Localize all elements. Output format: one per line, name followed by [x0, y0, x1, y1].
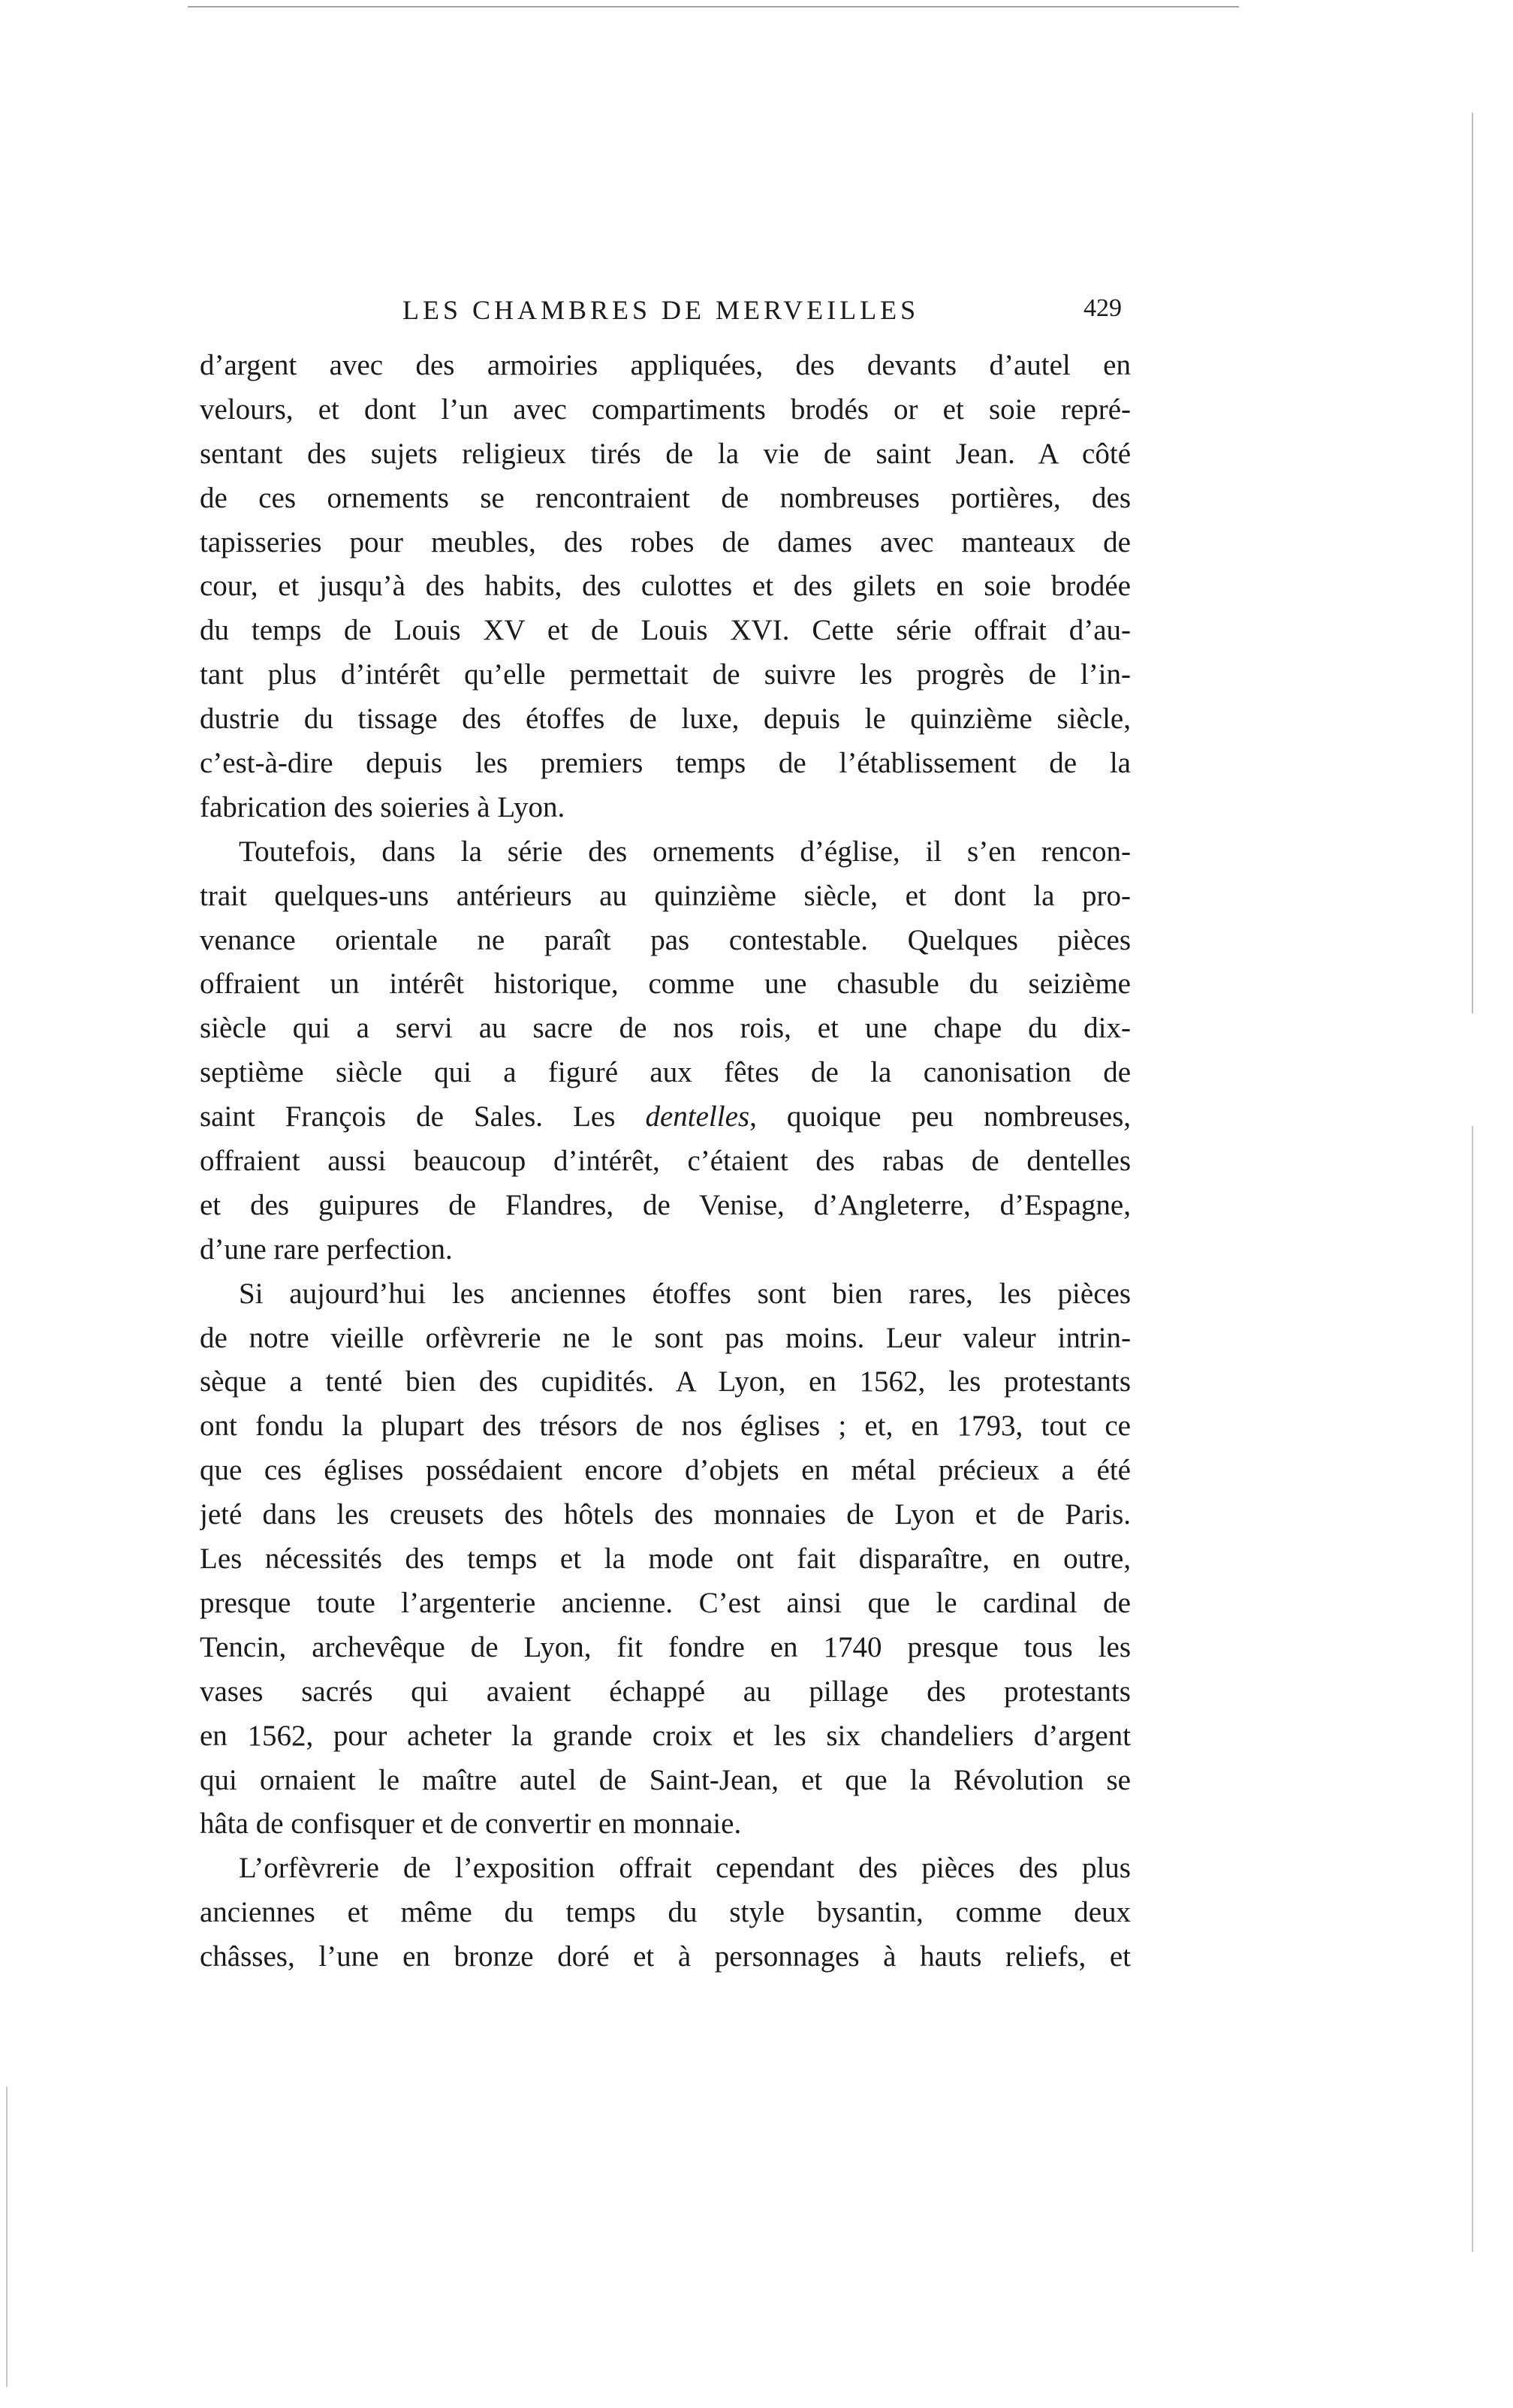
text-line: trait quelques-uns antérieurs au quinzième siècle, et dont la pro-	[200, 879, 1131, 912]
text-line: tapisseries pour meubles, des robes de dames avec manteaux de	[200, 525, 1131, 558]
text-segment: saint François de Sales. Les	[200, 1100, 616, 1133]
text-line: et des guipures de Flandres, de Venise, d’Angleterre, d’Espagne,	[200, 1188, 1131, 1221]
text-line: cour, et jusqu’à des habits, des culottes et des gilets en soie brodée	[200, 570, 1131, 603]
text-line: fabrication des soieries à Lyon.	[200, 790, 565, 823]
text-line: Toutefois, dans la série des ornements d’église, il s’en rencon-	[239, 835, 1131, 868]
text-line: d’argent avec des armoiries appliquées, des devants d’autel en	[200, 349, 1131, 381]
text-line: c’est-à-dire depuis les premiers temps de l’établissement de la	[200, 747, 1131, 780]
paragraph	[200, 1272, 1131, 1847]
paragraph	[200, 344, 1131, 830]
text-line: offraient un intérêt historique, comme une chasuble du seizième	[200, 968, 1131, 1001]
text-line: que ces églises possédaient encore d’objets en métal précieux a été	[200, 1454, 1131, 1487]
text-line: sèque a tenté bien des cupidités. A Lyon, en 1562, les protestants	[200, 1365, 1131, 1398]
italic-term: dentelles	[645, 1100, 750, 1133]
text-line: sentant des sujets religieux tirés de la vie de saint Jean. A côté	[200, 437, 1131, 470]
text-line: châsses, l’une en bronze doré et à personnages à hauts reliefs, et	[200, 1940, 1131, 1973]
running-head-title: LES CHAMBRES DE MERVEILLES	[402, 295, 920, 325]
paragraph	[200, 1847, 1131, 1979]
text-line: septième siècle qui a figuré aux fêtes de la canonisation de	[200, 1056, 1131, 1089]
text-line: anciennes et même du temps du style bysantin, comme deux	[200, 1896, 1131, 1929]
text-line: hâta de confisquer et de convertir en monnaie.	[200, 1808, 742, 1841]
text-line: tant plus d’intérêt qu’elle permettait de suivre les progrès de l’in-	[200, 658, 1131, 691]
text-line: d’une rare perfection.	[200, 1233, 453, 1266]
text-line: dustrie du tissage des étoffes de luxe, depuis le quinzième siècle,	[200, 703, 1131, 736]
text-line: en 1562, pour acheter la grande croix et les six chandeliers d’argent	[200, 1719, 1131, 1752]
text-line: siècle qui a servi au sacre de nos rois, et une chape du dix-	[200, 1012, 1131, 1045]
text-line: jeté dans les creusets des hôtels des monnaies de Lyon et de Paris.	[200, 1498, 1131, 1531]
text-line: L’orfèvrerie de l’exposition offrait cependant des pièces des plus	[239, 1852, 1131, 1885]
text-line: de ces ornements se rencontraient de nombreuses portières, des	[200, 481, 1131, 514]
text-line: offraient aussi beaucoup d’intérêt, c’étaient des rabas de dentelles	[200, 1145, 1131, 1178]
text-line: ont fondu la plupart des trésors de nos églises ; et, en 1793, tout ce	[200, 1410, 1131, 1443]
paragraph	[200, 830, 1131, 1272]
page-number: 429	[1084, 294, 1122, 322]
text-segment: , quoique peu nombreuses,	[749, 1100, 1131, 1133]
text-line: Tencin, archevêque de Lyon, fit fondre en 1740 presque tous les	[200, 1630, 1131, 1663]
body-text	[200, 344, 1131, 1979]
text-line: venance orientale ne paraît pas contestable. Quelques pièces	[200, 923, 1131, 956]
text-line	[200, 1095, 1131, 1139]
text-line: qui ornaient le maître autel de Saint-Jean, et que la Révolution se	[200, 1763, 1131, 1796]
text-line: du temps de Louis XV et de Louis XVI. Cette série offrait d’au-	[200, 614, 1131, 647]
text-line: vases sacrés qui avaient échappé au pillage des protestants	[200, 1675, 1131, 1708]
text-line: de notre vieille orfèvrerie ne le sont pas moins. Leur valeur intrin-	[200, 1321, 1131, 1354]
text-line: velours, et dont l’un avec compartiments brodés or et soie repré-	[200, 393, 1131, 426]
text-line: presque toute l’argenterie ancienne. C’est ainsi que le cardinal de	[200, 1586, 1131, 1619]
text-line: Les nécessités des temps et la mode ont fait disparaître, en outre,	[200, 1543, 1131, 1576]
text-line: Si aujourd’hui les anciennes étoffes sont bien rares, les pièces	[239, 1277, 1131, 1310]
running-head	[200, 294, 1131, 339]
